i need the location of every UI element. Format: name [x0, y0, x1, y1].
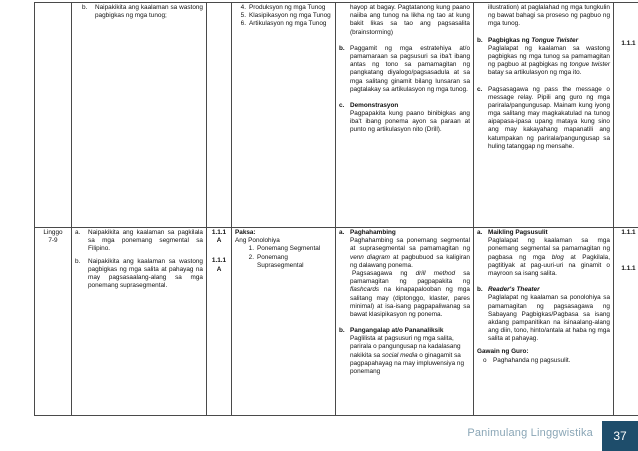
objective-letter: b.	[82, 4, 88, 11]
procedure-b2-text	[339, 335, 470, 376]
procedure-a-t2c: na kinapapalooban ng mga salitang may (diptonggo, klaster, pares minimal) at isa-isang pagpapaliwanag sa bawat klasipikasyon ng ponema.	[350, 286, 470, 318]
curriculum-table	[34, 2, 638, 416]
content-cell	[232, 3, 336, 228]
content-item: Artikulasyon ng mga Tunog	[249, 20, 327, 28]
assessment-a-t1b: at Pagkilala, pagtitiyak at pag-uuri-uri na ginamit o mayroon sa isang salita.	[488, 253, 611, 277]
procedure-c-text: Pagpapakita kung paano binibigkas ang iba't ibang ponema ayon sa paraan at punto ng artikulasyon nito (Drill).	[350, 110, 470, 134]
procedure-a-text1	[339, 237, 470, 270]
content-item: Klasipikasyon ng mga Tunog	[249, 12, 331, 20]
bullet-icon: o	[483, 356, 487, 364]
code-cell	[207, 228, 232, 416]
content-number: 4.	[240, 4, 246, 11]
assessment-cell	[474, 3, 614, 228]
assessment-b-t1: Paglalapat ng kaalaman sa wastong pagbigkas ng mga tunog sa pamamagitan ng pagbuo at pagbigkas ng	[488, 44, 610, 69]
code-b-suffix: A	[216, 265, 222, 273]
procedure-a-t1b: at pagbubuod sa kaligiran ng dalawang ponema.	[350, 253, 470, 269]
page-footer	[0, 421, 638, 451]
assessment-b-text	[477, 45, 610, 78]
footer-title: Panimulang Linggwistika	[467, 427, 593, 439]
objective-text: Naipakikita ang kaalaman sa wastong pagbigkas ng mga tunog;	[95, 4, 203, 20]
assessment-continued: illustration) at paglalahad ng mga tungkulin ng bawat bahagi sa proseso ng pagbuo ng mga tunog.	[488, 4, 610, 28]
code2-cell	[614, 228, 638, 416]
procedure-a-t1: Paghahambing sa ponemang segmental at suprasegmental sa pamamagitan ng	[350, 237, 470, 253]
week-range: 7-9	[48, 237, 58, 245]
procedure-a-em2: drill method	[415, 269, 456, 277]
assessment-b-text: Paglalapat ng kaalaman sa ponolohiya sa pamamagitan ng pagsasagawa ng Sabayang Pagbigkas/Pagbasa sa isang akdang pampanitikan na isinaalang-alang ang diin, tono, hinto/antala at haba ng mga salita at pahayag.	[488, 294, 610, 343]
procedure-letter: b.	[339, 327, 345, 335]
assessment-b-em: tongue twister	[569, 61, 610, 69]
content-number: 2.	[248, 253, 254, 261]
code2-a: 1.1.1	[621, 229, 636, 236]
procedure-cell	[336, 3, 474, 228]
assessment-a-t1: Paglalapat ng kaalaman sa mga ponemang segmental sa pamamagitan ng pagbasa ng mga	[488, 237, 610, 261]
table-row	[35, 3, 638, 228]
procedure-b2-t1b: o ginagamit sa pagpapahayag na may impluwensiya ng ponemang	[350, 351, 465, 375]
procedure-letter: a.	[339, 229, 345, 236]
procedure-b2-t1: Paglilista at pagsusuri ng mga salita, parirala o pangungusap na kadalasang nakikita sa	[350, 335, 461, 359]
content-number: 6.	[240, 20, 246, 28]
procedure-letter: c.	[339, 101, 345, 109]
content-item: Ponemang Suprasegmental	[257, 253, 304, 269]
code2-value: 1.1.1	[621, 40, 636, 47]
assessment-c-text: Pagsasagawa ng pass the message o message relay. Pipili ang guro ng mga parirala/pangungusap. Mainam kung iyong mga salitang may magkakatulad na tunog aipapasa-ipasa upang mataya kung sino ang may kakayahang mapanatili ang katumpakan ng parirala/pangungusap sa huling tatanggap ng mensahe.	[488, 85, 610, 150]
content-cell	[232, 228, 336, 416]
content-title: Paksa:	[235, 229, 256, 236]
procedure-c-title: Demonstrasyon	[350, 101, 399, 109]
week-cell	[35, 228, 72, 416]
objective-letter: b.	[75, 257, 81, 265]
assessment-letter: c.	[477, 85, 483, 93]
guro-item: Paghahanda ng pagsusulit.	[493, 356, 571, 364]
content-item: Ponemang Segmental	[257, 245, 321, 253]
procedure-a-title: Paghahambing	[350, 229, 396, 236]
assessment-letter: b.	[477, 286, 483, 294]
table-row	[35, 228, 638, 416]
procedure-cell	[336, 228, 474, 416]
objectives-cell	[72, 3, 207, 228]
procedure-a-t2b: sa pamamagitan ng pagpapakita ng	[350, 269, 470, 286]
assessment-a-title: Maikling Pagsusulit	[488, 229, 548, 236]
code-b: 1.1.1	[211, 257, 227, 265]
content-item: Produksyon ng mga Tunog	[249, 4, 326, 11]
assessment-a-text	[477, 237, 610, 278]
week-cell	[35, 3, 72, 228]
assessment-letter: b.	[477, 36, 483, 44]
procedure-a-t2a: Pagsasagawa ng	[352, 269, 416, 277]
procedure-b-title: Pangangalap at/o Pananaliksik	[350, 327, 444, 335]
procedure-letter: b.	[339, 44, 345, 52]
code-cell	[207, 3, 232, 228]
guro-title: Gawain ng Guro:	[477, 348, 529, 356]
code2-b: 1.1.1	[621, 265, 636, 273]
objective-b-text: Naipakikita ang kaalaman sa wastong pagbigkas ng mga salita at pahayag na may pagsasaalang-alang sa mga ponemang suprasegmental.	[88, 257, 203, 290]
code2-cell	[614, 3, 638, 228]
content-number: 1.	[248, 245, 254, 253]
content-number: 5.	[240, 12, 246, 20]
procedure-b-text: Paggamit ng mga estratehiya at/o pamamaraan sa pagsusuri sa iba't ibang antas ng tono sa pamamagitan ng pangkatang diyalogo/pagsasadula at sa mga salitang ginamit bilang lunsaran sa pagtalakay sa artikulasyon ng mga tunog.	[350, 44, 470, 93]
procedure-a-em: venn diagram	[350, 253, 390, 261]
assessment-b-title: Pagbigkas ng	[488, 36, 532, 44]
code-a: 1.1.1	[211, 229, 227, 236]
assessment-cell	[474, 228, 614, 416]
procedure-a-em3: flashcards	[350, 286, 380, 294]
objective-letter: a.	[75, 229, 81, 236]
procedure-continued: hayop at bagay. Pagtatanong kung paano naiiba ang tunog na likha ng tao at kung bakit likas sa tao ang pagsasalita (brainstorming)	[350, 4, 470, 36]
content-subtitle: Ang Ponolohiya	[235, 237, 280, 245]
assessment-a-em: blog	[551, 253, 564, 261]
procedure-b2-em: social media	[381, 351, 418, 359]
procedure-a-text2	[339, 270, 470, 319]
assessment-b-title: Reader's Theater	[488, 286, 540, 294]
code-a-suffix: A	[216, 237, 222, 245]
assessment-b-t2: batay sa artikulasyon ng mga ito.	[488, 69, 582, 77]
assessment-letter: a.	[477, 229, 483, 236]
assessment-b-title-em: Tongue Twister	[531, 36, 579, 44]
objectives-cell	[72, 228, 207, 416]
page-number: 37	[602, 421, 638, 451]
week-label: Linggo	[43, 229, 63, 236]
objective-a-text: Naipakikita ang kaalaman sa pagkilala sa mga ponemang segmental sa Filipino.	[88, 229, 203, 253]
